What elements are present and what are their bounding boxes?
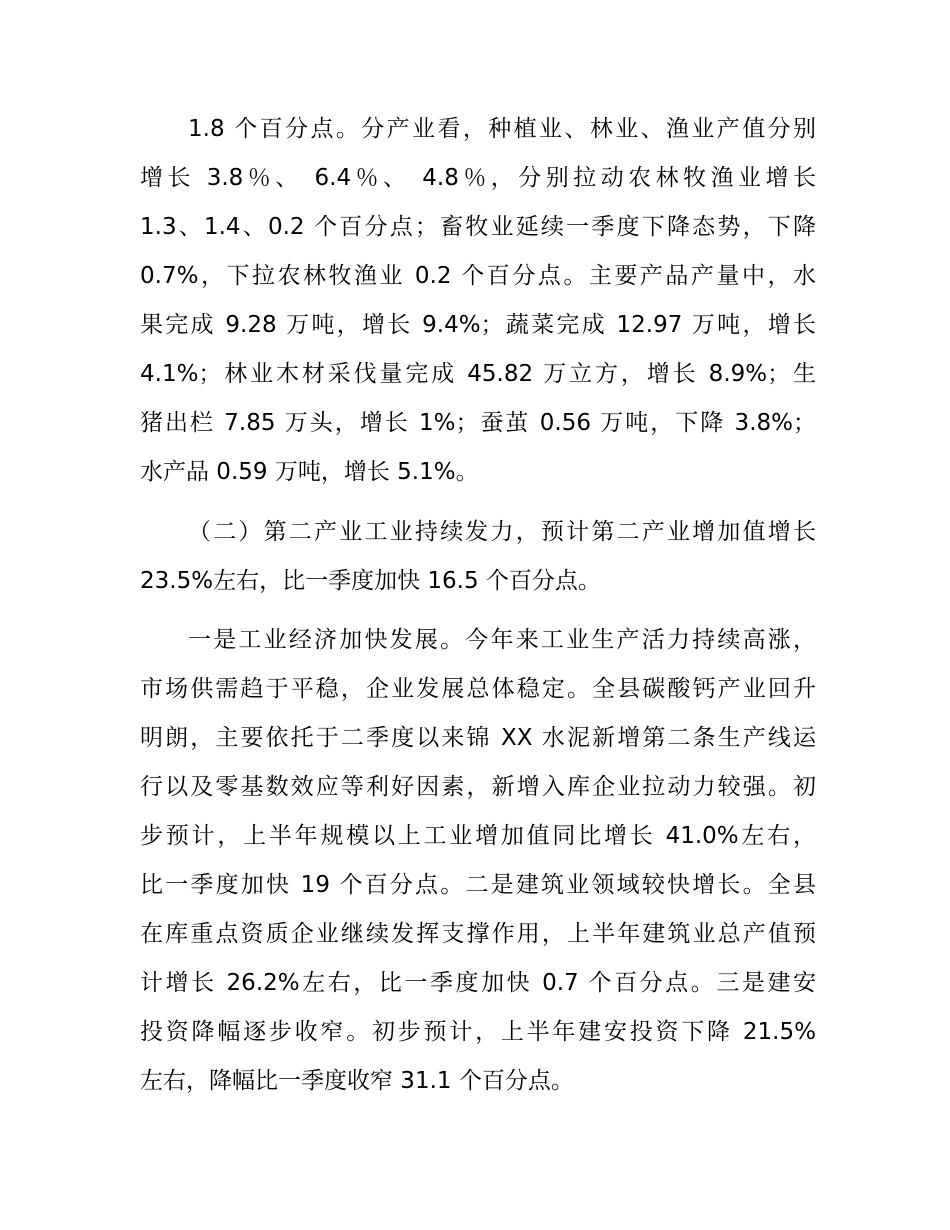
text-line: 步预计，上半年规模以上工业增加值同比增长 41.0%左右， [140, 823, 816, 849]
paragraph-agriculture [140, 105, 816, 497]
text-line: 行以及零基数效应等利好因素，新增入库企业拉动力较强。初 [140, 774, 816, 800]
text-line: 投资降幅逐步收窄。初步预计，上半年建安投资下降 21.5% [140, 1019, 816, 1045]
text-line: 23.5%左右，比一季度加快 16.5 个百分点。 [140, 568, 601, 594]
text-line: 增长 3.8％、 6.4％、 4.8％，分别拉动农林牧渔业增长 [140, 165, 816, 191]
text-line: 0.7%，下拉农林牧渔业 0.2 个百分点。主要产品产量中，水 [140, 263, 816, 289]
text-line: 1.8 个百分点。分产业看，种植业、林业、渔业产值分别 [188, 116, 816, 142]
text-line: 1.3、1.4、0.2 个百分点；畜牧业延续一季度下降态势，下降 [140, 214, 816, 240]
text-line: 左右，降幅比一季度收窄 31.1 个百分点。 [140, 1068, 574, 1094]
text-line: 4.1%；林业木材采伐量完成 45.82 万立方，增长 8.9%；生 [140, 361, 816, 387]
text-line: （二）第二产业工业持续发力，预计第二产业增加值增长 [188, 519, 816, 545]
text-line: 一是工业经济加快发展。今年来工业生产活力持续高涨， [188, 627, 816, 653]
text-line: 水产品 0.59 万吨，增长 5.1%。 [140, 459, 479, 485]
text-line: 果完成 9.28 万吨，增长 9.4%；蔬菜完成 12.97 万吨，增长 [140, 312, 816, 338]
paragraph-industrial-economy [140, 616, 816, 1106]
paragraph-secondary-industry [140, 508, 816, 606]
text-line: 计增长 26.2%左右，比一季度加快 0.7 个百分点。三是建安 [140, 970, 816, 996]
text-line: 猪出栏 7.85 万头，增长 1%；蚕茧 0.56 万吨，下降 3.8%； [140, 410, 816, 436]
text-line: 比一季度加快 19 个百分点。二是建筑业领域较快增长。全县 [140, 872, 816, 898]
text-line: 明朗，主要依托于二季度以来锦 XX 水泥新增第二条生产线运 [140, 725, 816, 751]
text-line: 在库重点资质企业继续发挥支撑作用，上半年建筑业总产值预 [140, 921, 816, 947]
text-line: 市场供需趋于平稳，企业发展总体稳定。全县碳酸钙产业回升 [140, 676, 816, 702]
